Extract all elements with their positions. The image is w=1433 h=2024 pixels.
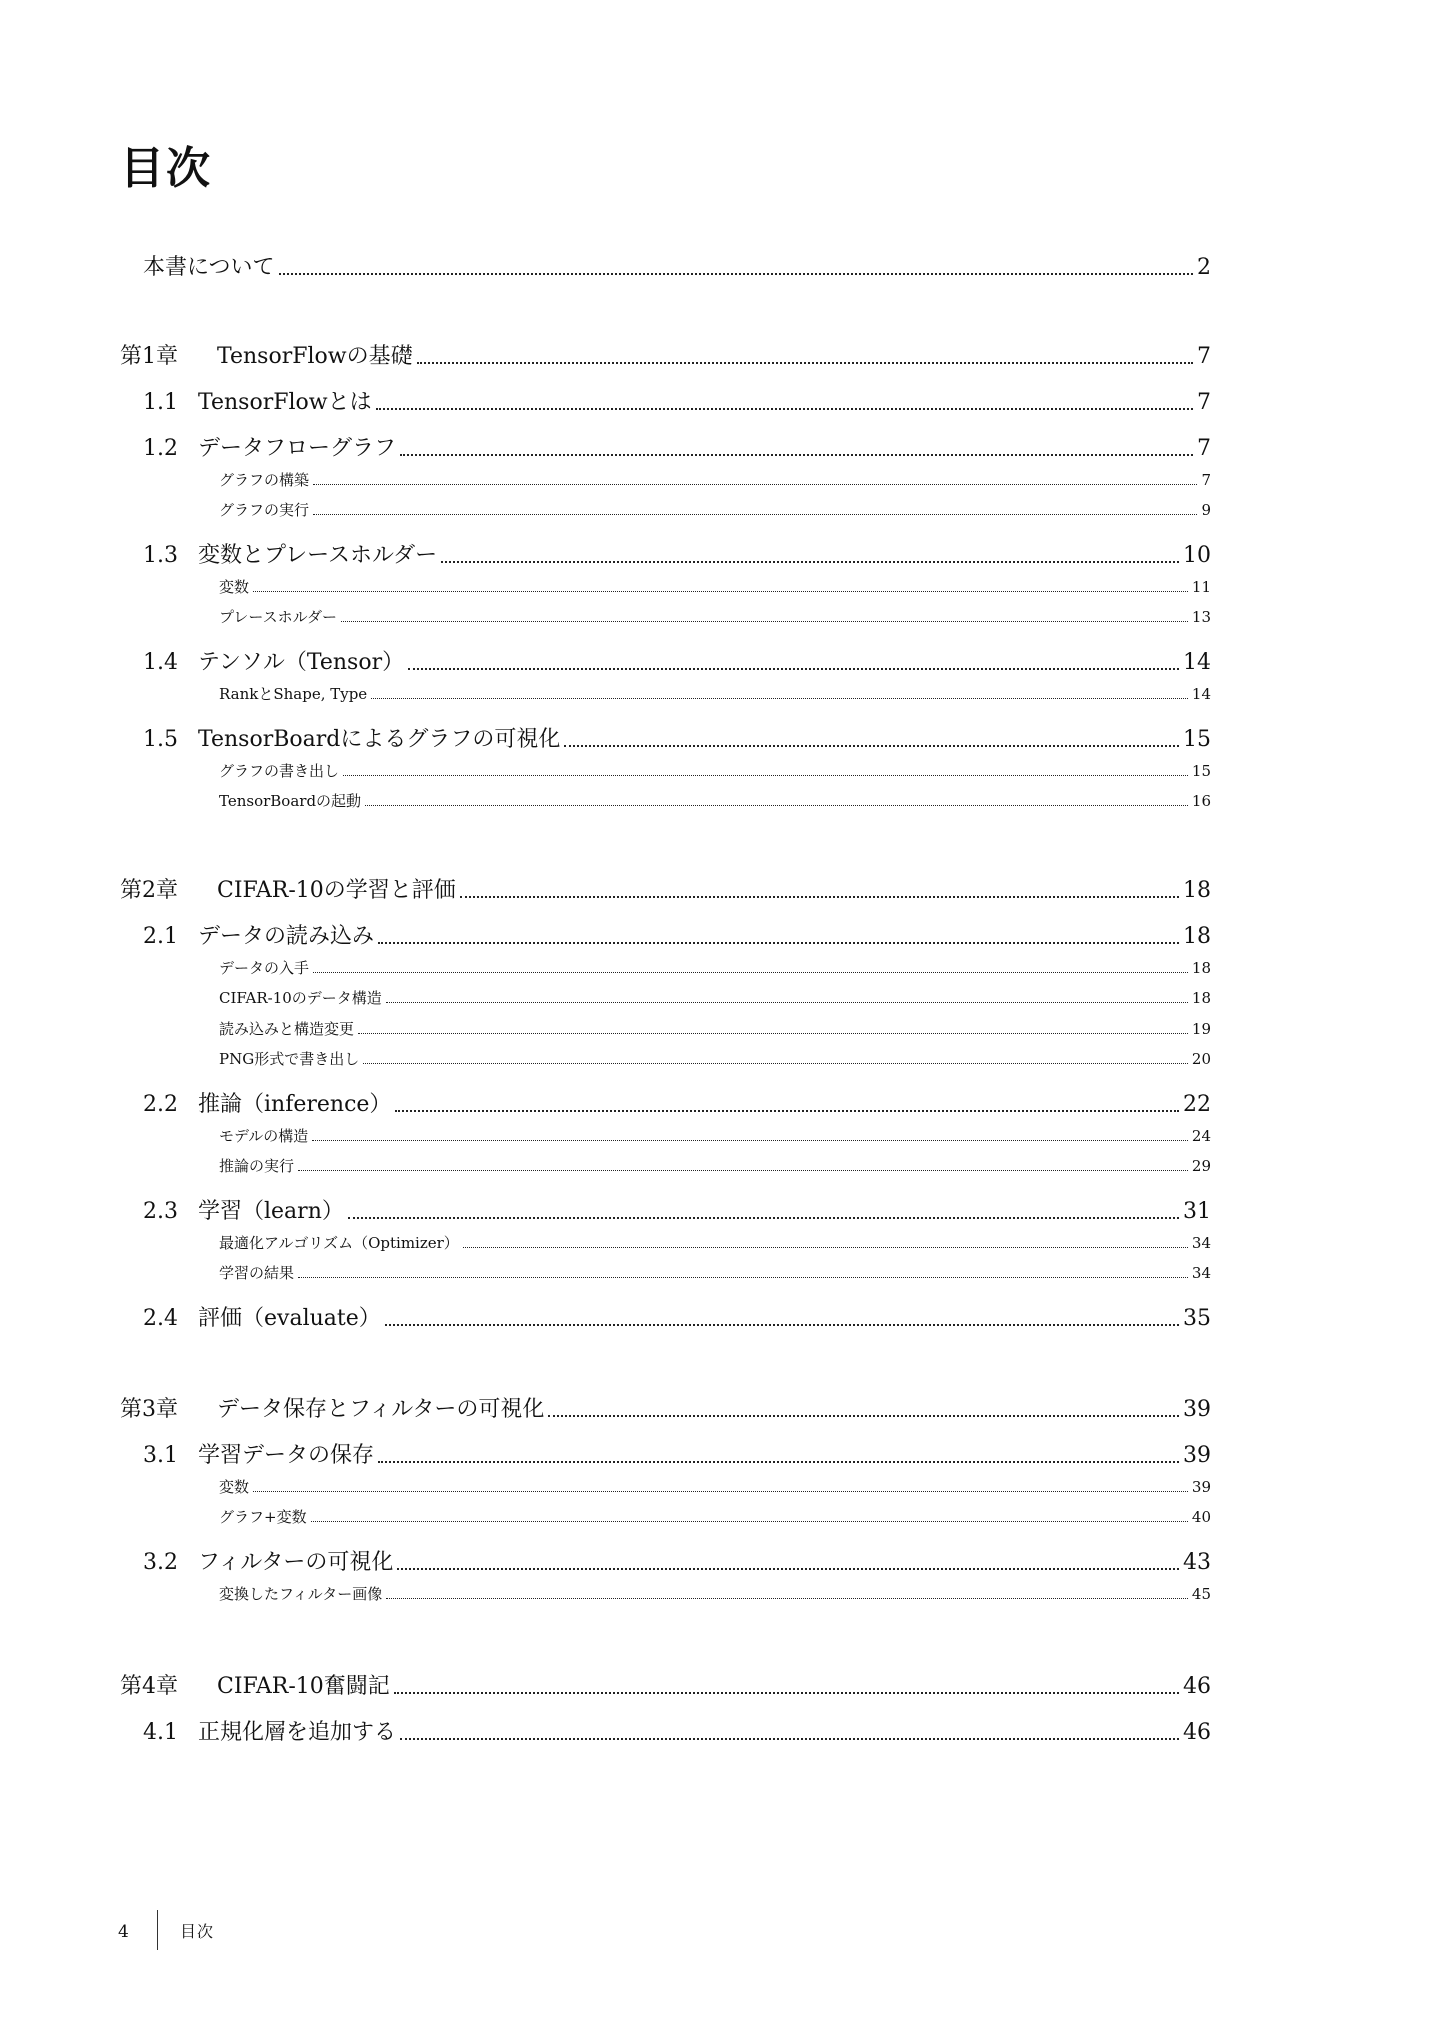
toc-label: 本書について [143,255,275,280]
toc-label: 変数とプレースホルダー [198,543,438,568]
toc-page: 15 [1191,762,1211,780]
toc-chapter[interactable] [120,1672,1211,1702]
toc-section[interactable] [143,1090,1211,1120]
toc-label: TensorFlowの基礎 [217,344,413,369]
toc-page: 9 [1201,501,1211,519]
toc-label: CIFAR-10のデータ構造 [219,989,382,1007]
leader-dots [463,1247,1188,1248]
section-number: 4.1 [143,1720,178,1745]
toc-item[interactable] [219,1155,1211,1177]
leader-dots [385,1324,1179,1326]
toc-label: 変換したフィルター画像 [219,1585,383,1603]
footer-running-title: 目次 [180,1922,215,1941]
leader-dots [378,1461,1179,1463]
toc-label: 推論（inference） [198,1092,392,1117]
section-number: 1.3 [143,543,178,568]
toc-page: 46 [1183,1720,1211,1745]
toc-page: 43 [1183,1550,1211,1575]
leader-dots [395,1110,1179,1112]
toc-item[interactable] [219,760,1211,782]
toc-page: 18 [1191,959,1211,977]
toc-label: TensorBoardによるグラフの可視化 [198,727,561,752]
footer-divider [157,1910,158,1950]
section-number: 1.2 [143,436,178,461]
toc-page: 14 [1191,685,1211,703]
toc-item[interactable] [219,1048,1211,1070]
toc-label: RankとShape, Type [219,685,368,703]
toc-page: 7 [1197,436,1211,461]
chapter-number: 第4章 [120,1674,178,1699]
toc-item[interactable] [219,683,1211,705]
leader-dots [417,362,1193,364]
footer-page-number: 4 [118,1922,129,1942]
leader-dots [313,972,1188,973]
section-number: 2.2 [143,1092,178,1117]
toc-label: プレースホルダー [219,608,338,626]
toc-page: 18 [1183,924,1211,949]
leader-dots [386,1598,1188,1599]
leader-dots [358,1033,1188,1034]
toc-section[interactable] [143,541,1211,571]
leader-dots [343,775,1188,776]
section-number: 1.5 [143,727,178,752]
leader-dots [298,1170,1188,1171]
toc-section[interactable] [143,922,1211,952]
toc-page: 39 [1183,1443,1211,1468]
section-number: 1.4 [143,650,178,675]
toc-page: 7 [1197,344,1211,369]
toc-label: PNG形式で書き出し [219,1050,360,1068]
toc-page: 18 [1191,989,1211,1007]
toc-label: TensorFlowとは [198,390,372,415]
leader-dots [341,621,1188,622]
toc-label: 変数 [219,1478,250,1496]
chapter-number: 第2章 [120,878,178,903]
leader-dots [548,1415,1179,1417]
toc-page: 2 [1197,255,1211,280]
toc-item[interactable] [219,1232,1211,1254]
section-number: 1.1 [143,390,178,415]
section-number: 3.2 [143,1550,178,1575]
toc-chapter[interactable] [120,1395,1211,1425]
toc-item[interactable] [219,576,1211,598]
section-number: 2.4 [143,1306,178,1331]
toc-label: 学習（learn） [198,1199,344,1224]
toc-label: グラフの実行 [219,501,310,519]
leader-dots [394,1692,1179,1694]
toc-label: 評価（evaluate） [198,1306,381,1331]
toc-page: 34 [1191,1264,1211,1282]
toc-page: 19 [1191,1020,1211,1038]
leader-dots [371,698,1188,699]
toc-page: 35 [1183,1306,1211,1331]
toc-page: 39 [1183,1397,1211,1422]
toc-page: 16 [1191,792,1211,810]
toc-section[interactable] [143,1441,1211,1471]
toc-label: 変数 [219,578,250,596]
toc-section[interactable] [143,1197,1211,1227]
page-title: 目次 [120,143,212,195]
leader-dots [397,1568,1179,1570]
toc-page: 7 [1197,390,1211,415]
leader-dots [312,1140,1188,1141]
toc-label: グラフの書き出し [219,762,340,780]
toc-page: 39 [1191,1478,1211,1496]
toc-item[interactable] [219,1018,1211,1040]
toc-item[interactable] [219,469,1211,491]
toc-page: 34 [1191,1234,1211,1252]
section-number: 3.1 [143,1443,178,1468]
leader-dots [376,408,1193,410]
leader-dots [441,561,1179,563]
toc-label: グラフの構築 [219,471,310,489]
toc-label: CIFAR-10奮闘記 [217,1674,390,1699]
toc-page: 46 [1183,1674,1211,1699]
toc-page: 22 [1183,1092,1211,1117]
section-number: 2.1 [143,924,178,949]
toc-page: 10 [1183,543,1211,568]
leader-dots [313,484,1197,485]
toc-label: 学習データの保存 [198,1443,375,1468]
toc-label: 最適化アルゴリズム（Optimizer） [219,1234,459,1252]
toc-page: 45 [1191,1585,1211,1603]
toc-section[interactable] [143,1718,1211,1748]
toc-section[interactable] [143,648,1211,678]
toc-label: 正規化層を追加する [198,1720,397,1745]
toc-label: 推論の実行 [219,1157,295,1175]
toc-chapter[interactable] [120,342,1211,372]
toc-page: 40 [1191,1508,1211,1526]
toc-section[interactable] [143,434,1211,464]
toc-page: 13 [1191,608,1211,626]
toc-item[interactable] [219,499,1211,521]
chapter-number: 第3章 [120,1397,178,1422]
leader-dots [564,745,1179,747]
toc-label: 読み込みと構造変更 [219,1020,355,1038]
toc-page: 24 [1191,1127,1211,1145]
toc-label: モデルの構造 [219,1127,309,1145]
toc-page: 20 [1191,1050,1211,1068]
chapter-number: 第1章 [120,344,178,369]
leader-dots [313,514,1197,515]
toc-entry-preface[interactable] [143,253,1211,283]
leader-dots [279,273,1193,275]
leader-dots [400,454,1193,456]
toc-label: データの入手 [219,959,310,977]
section-number: 2.3 [143,1199,178,1224]
leader-dots [348,1217,1179,1219]
toc-label: データの読み込み [198,924,375,949]
toc-page: 29 [1191,1157,1211,1175]
toc-item[interactable] [219,1262,1211,1284]
toc-label: TensorBoardの起動 [219,792,362,810]
leader-dots [408,668,1179,670]
toc-section[interactable] [143,388,1211,418]
toc-label: テンソル（Tensor） [198,650,405,675]
toc-item[interactable] [219,606,1211,628]
toc-section[interactable] [143,1304,1211,1334]
leader-dots [378,942,1179,944]
toc-section[interactable] [143,1548,1211,1578]
leader-dots [253,591,1188,592]
leader-dots [298,1277,1188,1278]
leader-dots [460,896,1179,898]
toc-section[interactable] [143,725,1211,755]
toc-label: フィルターの可視化 [198,1550,394,1575]
leader-dots [400,1738,1179,1740]
toc-item[interactable] [219,987,1211,1009]
toc-item[interactable] [219,1583,1211,1605]
toc-label: データ保存とフィルターの可視化 [217,1397,545,1422]
toc-page: 11 [1191,578,1211,596]
toc-page: 18 [1183,878,1211,903]
leader-dots [386,1002,1188,1003]
toc-item[interactable] [219,1476,1211,1498]
toc-label: 学習の結果 [219,1264,295,1282]
toc-page: 15 [1183,727,1211,752]
toc-label: データフローグラフ [198,436,397,461]
leader-dots [253,1491,1188,1492]
toc-page: 7 [1201,471,1211,489]
leader-dots [311,1521,1188,1522]
toc-item[interactable] [219,790,1211,812]
toc-chapter[interactable] [120,876,1211,906]
toc-page: 14 [1183,650,1211,675]
toc-label: CIFAR-10の学習と評価 [217,878,456,903]
toc-item[interactable] [219,1506,1211,1528]
leader-dots [363,1063,1188,1064]
leader-dots [365,805,1188,806]
toc-item[interactable] [219,1125,1211,1147]
toc-item[interactable] [219,957,1211,979]
toc-page: 31 [1183,1199,1211,1224]
toc-label: グラフ+変数 [219,1508,307,1526]
